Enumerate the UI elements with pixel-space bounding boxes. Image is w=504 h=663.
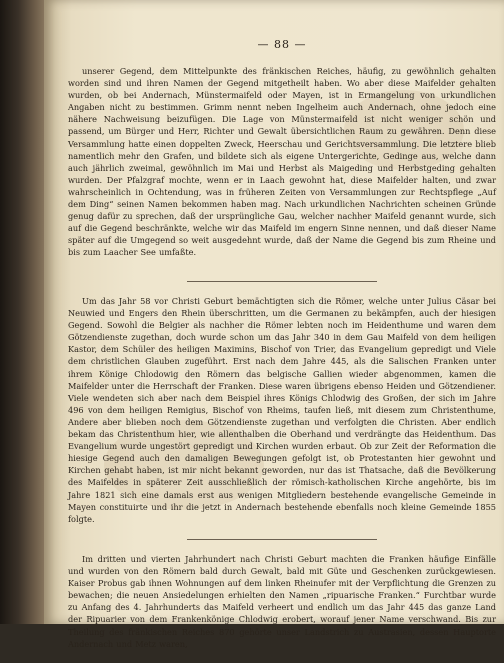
page-content [68,38,496,663]
paragraph-maifeld-assemblies: unserer Gegend, dem Mittelpunkte des fränkischen Reiches, häufig, zu gewöhnlich gehalten worden sind und ihren Namen der Gegend mitgetheilt haben. Wo aber diese Maifelder gehalten wurden, ob bei Andernach, Münstermaifeld oder Mayen, ist in Ermangelung von urkundlichen Angaben nicht zu bestimmen. Grimm nennt neben Ingelheim auch Andernach, ohne jedoch eine nähere Nachweisung beizufügen. Die Lage von Münstermaifeld ist nicht weniger schön und passend, um Bürger und Herr, Richter und Gewalt übersichtlichen Raum zu gewähren. Denn diese Versammlung hatte einen doppelten Zweck, Heerschau und Gerichtsversammlung. Die letztere blieb namentlich mehr den Grafen, und bildete sich als eigene Untergerichte, Gedinge aus, welche dann auch jährlich zweimal, gewöhnlich im Mai und Herbst als Maigeding und Herbstgeding gehalten wurden. Der Pfalzgraf mochte, wenn er in Laach gewohnt hat, diese Maifelder halten, und zwar wahrscheinlich in Ochtendung, was in früheren Zeiten von Versammlungen zur Rechtspflege „Auf dem Ding“ seinen Namen bekommen haben mag. Nach urkundlichen Nachrichten scheinen Gründe genug dafür zu sprechen, daß der ursprüngliche Gau, welcher nachher Maifeld genannt wurde, sich auf die Gegend beschränkte, welche wir das Maifeld im engern Sinne nennen, und daß dieser Name später auf die Umgegend so weit ausgedehnt wurde, daß der Name die Gegend bis zum Rheine und bis zum Laacher See umfaßte. [68,66,496,258]
paragraph-frankish-invasions: Im dritten und vierten Jahrhundert nach Christi Geburt machten die Franken häufige Einfälle und wurden von den Römern bald durch Gewalt, bald mit Güte und Geschenken zurückgewiesen. Kaiser Probus gab ihnen Wohnungen auf dem linken Rheinufer mit der Verpflichtung die Grenzen zu bewachen; die neuen Ansiedelungen erhielten den Namen „ripuarische Franken.“ Furchtbar wurde zu Anfang des 4. Jahrhunderts das Maifeld verheert und endlich um das Jahr 445 das ganze Land der Ripuarier von dem Frankenkönige Chlodwig erobert, worauf jener Name verschwand. Bis zur Theilung des fränkischen Reiches 870 gehörte unser Landstrich zu Austrasien, dessen Hauptorte Andernach und Metz waren, [68,554,496,649]
section-divider [187,539,377,540]
page-sheet [44,0,504,649]
page-number: — 88 — [257,38,307,51]
paragraph-roman-christianity: Um das Jahr 58 vor Christi Geburt bemächtigten sich die Römer, welche unter Julius Cäsar bei Neuwied und Engers den Rhein überschritten, um die Germanen zu bekämpfen, auch der hiesigen Gegend. Sowohl die Belgier als nachher die Römer lebten noch im Heidenthume und waren dem Götzendienste zugethan, doch wurde schon um das Jahr 340 in dem Gau Maifeld von dem heiligen Kastor, dem Schüler des heiligen Maximins, Bischof von Trier, das Evangelium gepredigt und Viele dem christlichen Glauben zugeführt. Erst nach dem Jahre 445, als die Salischen Franken unter ihrem Könige Chlodowig den Römern das belgische Gallien wieder abgenommen, kamen die Maifelder unter die Herrschaft der Franken. Diese waren übrigens ebenso Heiden und Götzendiener. Viele wendeten sich aber nach dem Beispiel ihres Königs Chlodwig des Großen, der sich im Jahre 496 von dem heiligen Remigius, Bischof von Rheims, taufen ließ, mit diesem zum Christenthume, Andere aber blieben noch dem Götzendienste zugethan und verfolgten die Christen. Aber endlich bekam das Christenthum hier, wie allenthalben die Oberhand und verdrängte das Heidenthum. Das Evangelium wurde ungestört gepredigt und Kirchen wurden erbaut. Ob zur Zeit der Reformation die hiesige Gegend auch den damaligen Bewegungen gefolgt ist, ob Protestanten hier gewohnt und Kirchen gehabt haben, ist mir nicht bekannt geworden, nur das ist Thatsache, daß die Bevölkerung des Maifeldes in späterer Zeit ausschließlich der römisch-katholischen Kirche angehörte, bis im Jahre 1821 sich eine damals erst aus wenigen Mitgliedern bestehende evangelische Gemeinde in Mayen constituirte und ihr die jetzt in Andernach bestehende ebenfalls noch kleine Gemeinde 1855 folgte. [68,296,496,524]
book-binding [0,0,46,624]
section-divider [187,281,377,282]
